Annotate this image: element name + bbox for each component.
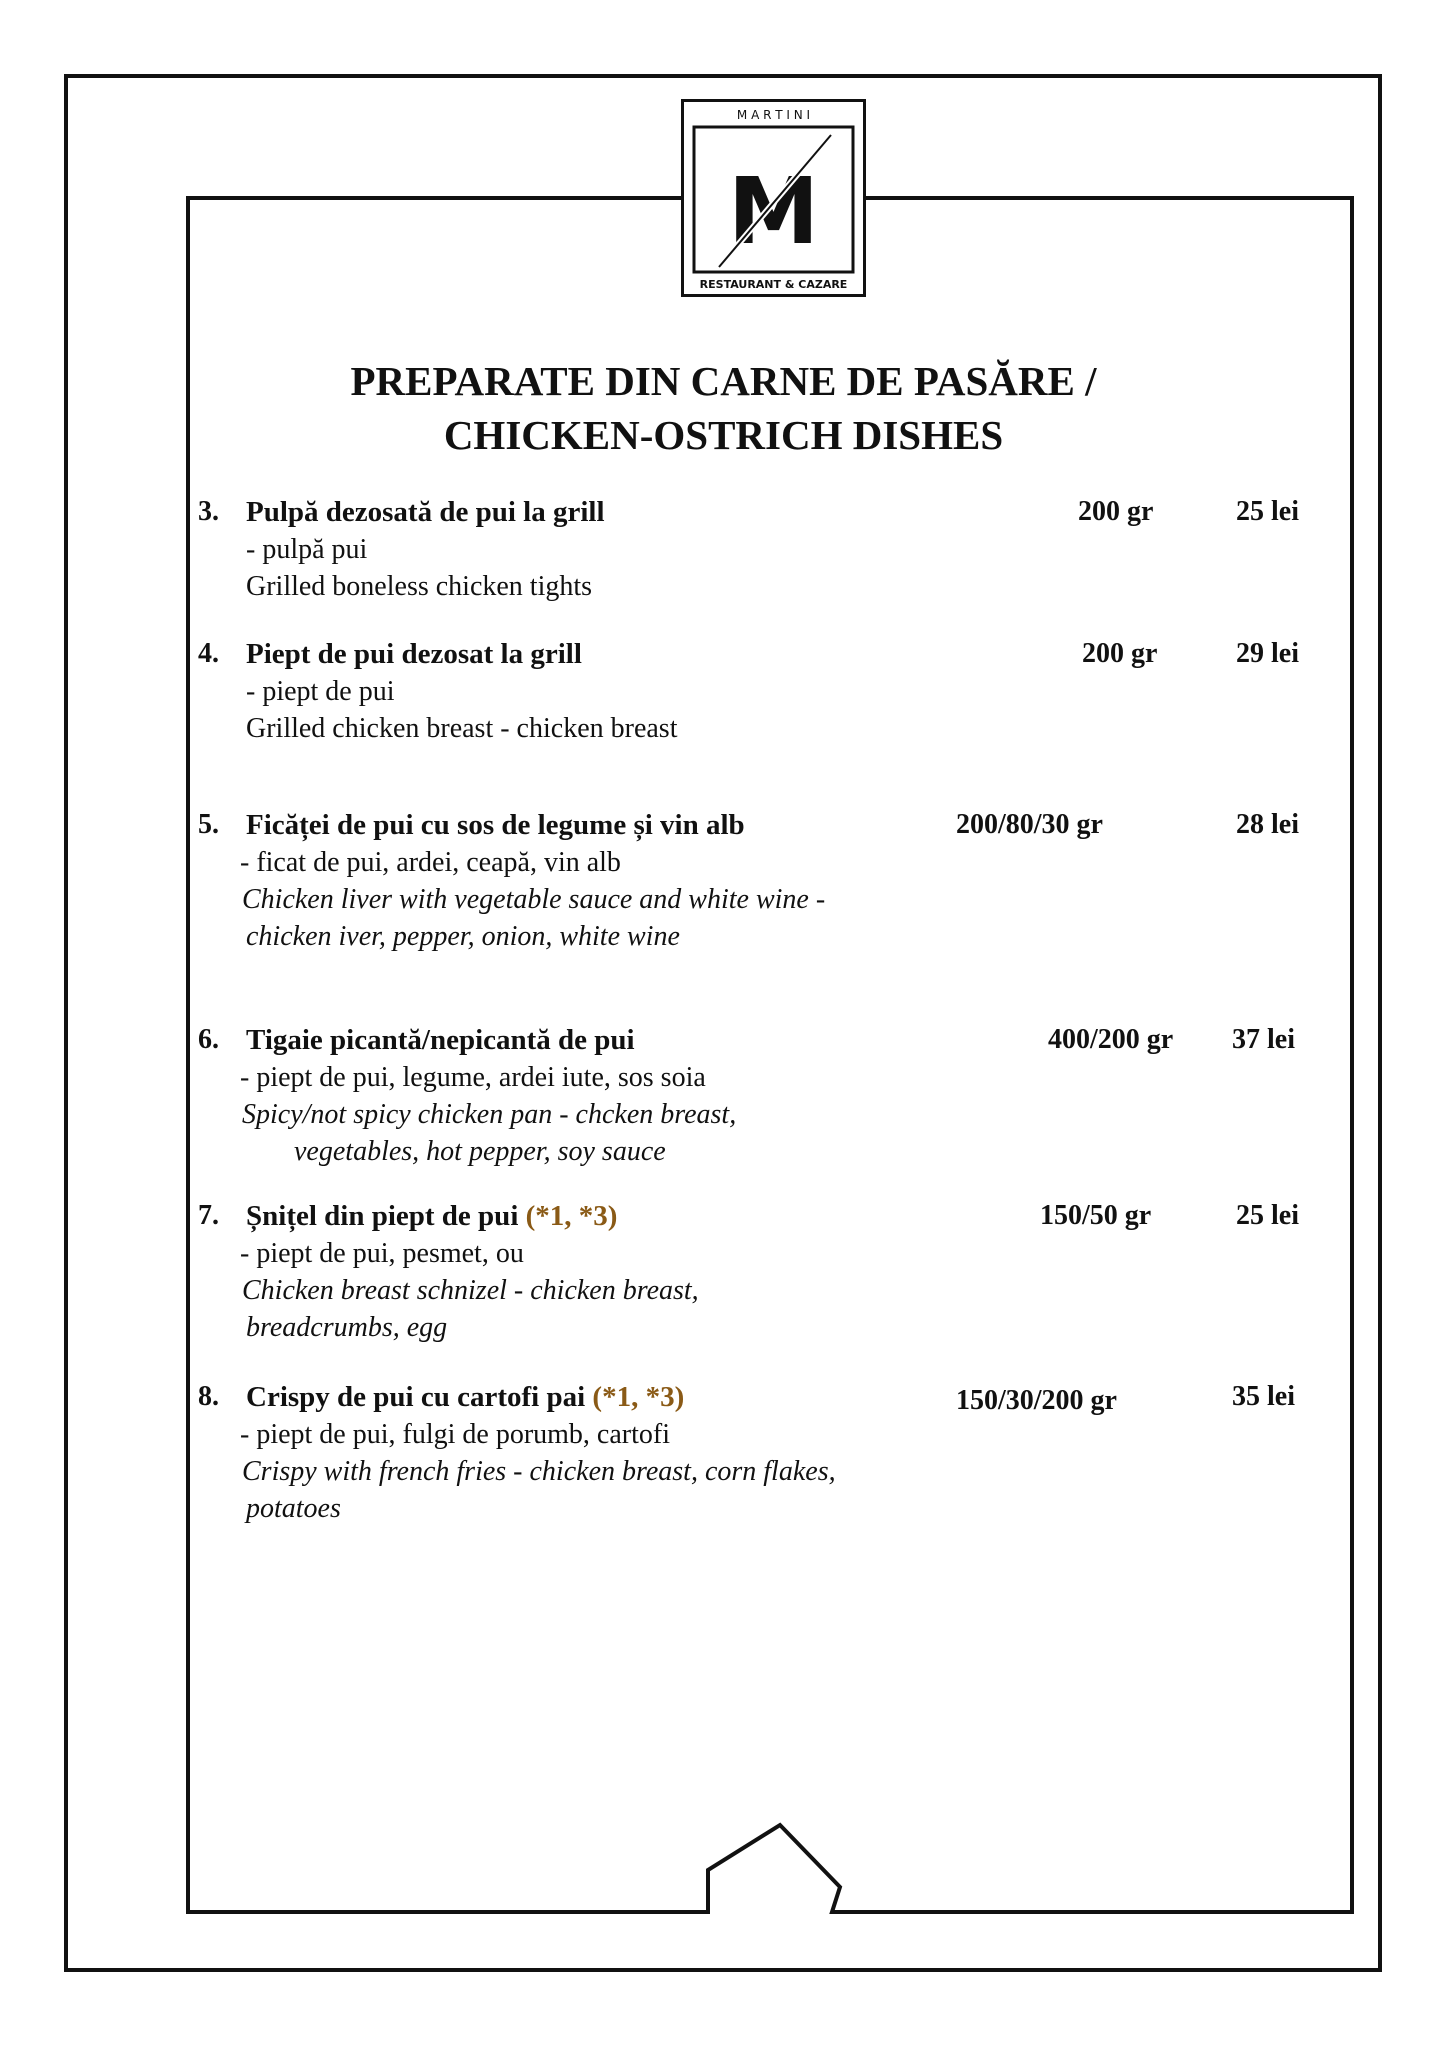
item-name: Șnițel din piept de pui (*1, *3)	[246, 1200, 618, 1232]
item-ingredients: - ficat de pui, ardei, ceapă, vin alb	[240, 847, 621, 878]
item-name: Pulpă dezosată de pui la grill	[246, 496, 605, 528]
item-ingredients: - piept de pui, pesmet, ou	[240, 1238, 524, 1269]
item-price: 25 lei	[1236, 496, 1299, 527]
item-description: Grilled boneless chicken tights	[246, 571, 593, 602]
item-weight: 150/30/200 gr	[956, 1385, 1117, 1416]
logo-letter: M	[727, 158, 820, 265]
item-weight: 200/80/30 gr	[956, 809, 1103, 840]
item-price: 37 lei	[1232, 1024, 1295, 1055]
item-allergens: (*1, *3)	[525, 1200, 618, 1232]
item-description: Crispy with french fries - chicken breast, corn flakes,	[242, 1456, 836, 1487]
page-title	[0, 354, 1447, 462]
item-allergens: (*1, *3)	[592, 1381, 685, 1413]
item-description: chicken iver, pepper, onion, white wine	[246, 921, 680, 952]
item-description: Chicken breast schnizel - chicken breast,	[242, 1275, 699, 1306]
item-number: 8.	[198, 1381, 219, 1412]
item-price: 25 lei	[1236, 1200, 1299, 1231]
item-name: Tigaie picantă/nepicantă de pui	[246, 1024, 635, 1056]
item-ingredients: - pulpă pui	[246, 534, 368, 565]
item-number: 3.	[198, 496, 219, 527]
item-number: 5.	[198, 809, 219, 840]
item-weight: 200 gr	[1078, 496, 1154, 527]
item-price: 29 lei	[1236, 638, 1299, 669]
item-number: 7.	[198, 1200, 219, 1231]
item-weight: 150/50 gr	[1040, 1200, 1152, 1231]
item-description: Spicy/not spicy chicken pan - chcken breast,	[242, 1099, 737, 1130]
item-number: 6.	[198, 1024, 219, 1055]
logo-bottom-text: RESTAURANT & CAZARE	[699, 278, 848, 291]
item-name: Piept de pui dezosat la grill	[246, 638, 582, 670]
item-description: breadcrumbs, egg	[246, 1312, 448, 1343]
title-line-en: CHICKEN-OSTRICH DISHES	[443, 412, 1004, 458]
item-description: Chicken liver with vegetable sauce and white wine -	[242, 884, 826, 915]
item-description: Grilled chicken breast - chicken breast	[246, 713, 678, 744]
item-description: potatoes	[246, 1493, 341, 1524]
item-ingredients: - piept de pui, fulgi de porumb, cartofi	[240, 1419, 670, 1450]
item-price: 35 lei	[1232, 1381, 1295, 1412]
item-name: Crispy de pui cu cartofi pai (*1, *3)	[246, 1381, 685, 1413]
item-number: 4.	[198, 638, 219, 669]
item-price: 28 lei	[1236, 809, 1299, 840]
item-weight: 200 gr	[1082, 638, 1158, 669]
item-description: vegetables, hot pepper, soy sauce	[294, 1136, 666, 1167]
item-ingredients: - piept de pui, legume, ardei iute, sos soia	[240, 1062, 706, 1093]
title-line-ro: PREPARATE DIN CARNE DE PASĂRE /	[350, 358, 1097, 404]
item-name: Ficăței de pui cu sos de legume și vin alb	[246, 809, 745, 841]
item-ingredients: - piept de pui	[246, 676, 395, 707]
logo-top-text: M A R T I N I	[736, 108, 811, 122]
restaurant-logo	[681, 99, 866, 297]
item-weight: 400/200 gr	[1048, 1024, 1174, 1055]
